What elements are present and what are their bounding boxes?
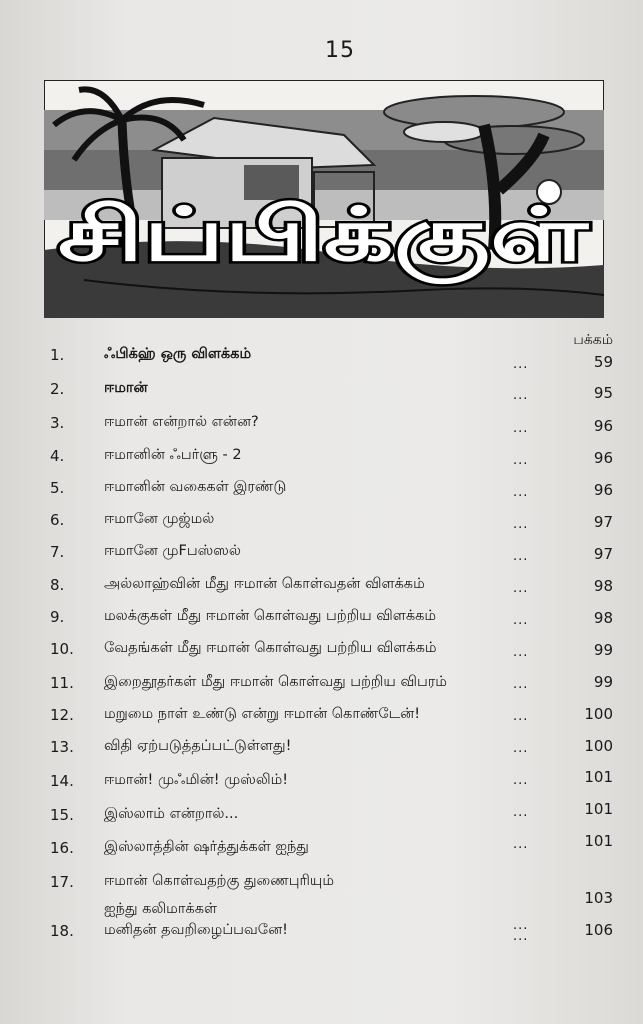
- toc-entry-number: 12.: [50, 706, 74, 724]
- toc-entry: [0, 706, 643, 734]
- toc-entry-leader-dots: ...: [513, 485, 529, 500]
- toc-entry-leader-dots: ...: [513, 421, 529, 436]
- toc-entry-page: 96: [593, 417, 613, 435]
- toc-entry-page: 99: [593, 673, 613, 691]
- toc-entry-title: இஸ்லாத்தின் ஷர்த்துக்கள் ஐந்து: [104, 839, 309, 855]
- toc-entry-page: 98: [593, 609, 613, 627]
- toc-entry-leader-dots: ...: [513, 773, 529, 788]
- toc-entry: [0, 800, 643, 834]
- toc-entry-leader-dots: ...: [513, 517, 529, 532]
- toc-entry-title: ஈமான்! முஃமின்! முஸ்லிம்!: [104, 772, 289, 788]
- toc-entry-page: 96: [593, 481, 613, 499]
- toc-entry-page: 95: [593, 384, 613, 402]
- toc-entry: [0, 576, 643, 604]
- toc-entry-title: இஸ்லாம் என்றால்...: [104, 806, 239, 822]
- toc-entry: [0, 922, 643, 950]
- toc-entry-title: ஈமான்: [104, 380, 148, 396]
- toc-entry-number: 18.: [50, 922, 74, 940]
- toc-entry: [0, 768, 643, 800]
- page-column-header: பக்கம்: [573, 332, 613, 348]
- toc-entry-title-continued: ஐந்து கலிமாக்கள்: [104, 901, 218, 917]
- toc-entry-title: ஈமானே முFபஸ்ஸல்: [104, 543, 241, 559]
- toc-entry-page: 101: [584, 832, 613, 850]
- toc-entry-leader-dots: ...: [513, 613, 529, 628]
- toc-entry-page: 97: [593, 545, 613, 563]
- toc-entry-number: 1.: [50, 346, 65, 364]
- toc-entry-leader-dots: ...: [513, 645, 529, 660]
- toc-entry-number: 2.: [50, 380, 65, 398]
- banner-title: சிப்பிக்குள்: [58, 192, 418, 278]
- toc-entry-page: 100: [584, 705, 613, 723]
- toc-entry-title: ஈமான் என்றால் என்ன?: [104, 414, 259, 430]
- toc-entry-leader-dots: ...: [513, 918, 529, 933]
- toc-entry-title: ஃபிக்ஹ் ஒரு விளக்கம்: [104, 346, 252, 362]
- toc-entry-leader-dots: ...: [513, 741, 529, 756]
- toc-entry-title: வேதங்கள் மீது ஈமான் கொள்வது பற்றிய விளக்கம்: [104, 640, 437, 656]
- toc-entry: [0, 674, 643, 702]
- toc-entry-number: 5.: [50, 479, 65, 497]
- toc-entry-page: 99: [593, 641, 613, 659]
- toc-entry-title: மறுமை நாள் உண்டு என்று ஈமான் கொண்டேன்!: [104, 706, 421, 722]
- toc-entry-page: 97: [593, 513, 613, 531]
- toc-entry-number: 14.: [50, 772, 74, 790]
- toc-entry-leader-dots: ...: [513, 388, 529, 403]
- toc-entry: [0, 543, 643, 571]
- toc-entry-leader-dots: ...: [513, 677, 529, 692]
- toc-entry-page: 106: [584, 921, 613, 939]
- toc-entry-page: 96: [593, 449, 613, 467]
- toc-entry: [0, 380, 643, 408]
- toc-entry: [0, 738, 643, 766]
- toc-entry-number: 16.: [50, 839, 74, 857]
- toc-entry-leader-dots: ...: [513, 709, 529, 724]
- toc-entry-number: 17.: [50, 873, 74, 891]
- toc-entry-number: 9.: [50, 608, 65, 626]
- toc-entry-leader-dots: ...: [513, 453, 529, 468]
- toc-entry-page: 100: [584, 737, 613, 755]
- toc-entry: [0, 832, 643, 867]
- toc-entry-number: 4.: [50, 447, 65, 465]
- toc-entry-title: விதி ஏற்படுத்தப்பட்டுள்ளது!: [104, 738, 292, 754]
- toc-entry: [0, 640, 643, 668]
- toc-entry-number: 11.: [50, 674, 74, 692]
- toc-entry-number: 3.: [50, 414, 65, 432]
- toc-entry-title: ஈமானின் ஃபர்ளு - 2: [104, 447, 242, 463]
- toc-entry: [0, 511, 643, 539]
- toc-entry-number: 8.: [50, 576, 65, 594]
- toc-entry-title: ஈமான் கொள்வதற்கு துணைபுரியும்: [104, 873, 335, 889]
- toc-entry-number: 7.: [50, 543, 65, 561]
- toc-entry: [0, 479, 643, 507]
- toc-entry-leader-dots: ...: [513, 357, 529, 372]
- toc-entry-leader-dots: ...: [513, 805, 529, 820]
- toc-entry-leader-dots: ...: [513, 581, 529, 596]
- toc-entry-page: 101: [584, 768, 613, 786]
- toc-entry-page: 101: [584, 800, 613, 818]
- toc-entry-title: ஈமானே முஜ்மல்: [104, 511, 215, 527]
- toc-entry: [0, 414, 643, 442]
- toc-entry-number: 13.: [50, 738, 74, 756]
- toc-entry-number: 15.: [50, 806, 74, 824]
- page-number: 15: [325, 38, 355, 63]
- toc-entry-leader-dots: ...: [513, 549, 529, 564]
- toc-entry: [0, 608, 643, 636]
- toc-entry-title: மனிதன் தவறிழைப்பவனே!: [104, 922, 288, 938]
- toc-entry-title: அல்லாஹ்வின் மீது ஈமான் கொள்வதன் விளக்கம்: [104, 576, 425, 592]
- toc-entry-page: 98: [593, 577, 613, 595]
- toc-entry-leader-dots: ...: [513, 837, 529, 852]
- toc-entry: [0, 447, 643, 475]
- toc-entry-title: மலக்குகள் மீது ஈமான் கொள்வது பற்றிய விளக்கம்: [104, 608, 437, 624]
- toc-entry: [0, 346, 643, 374]
- toc-entry-page: 103: [584, 889, 613, 907]
- toc-entry-title: இறைதூதர்கள் மீது ஈமான் கொள்வது பற்றிய விபரம்: [104, 674, 447, 690]
- toc-entry-number: 10.: [50, 640, 74, 658]
- toc-entry-number: 6.: [50, 511, 65, 529]
- toc-entry-leader-dots: ...: [513, 929, 529, 944]
- toc-entry-title: ஈமானின் வகைகள் இரண்டு: [104, 479, 287, 495]
- toc-entry-page: 59: [593, 353, 613, 371]
